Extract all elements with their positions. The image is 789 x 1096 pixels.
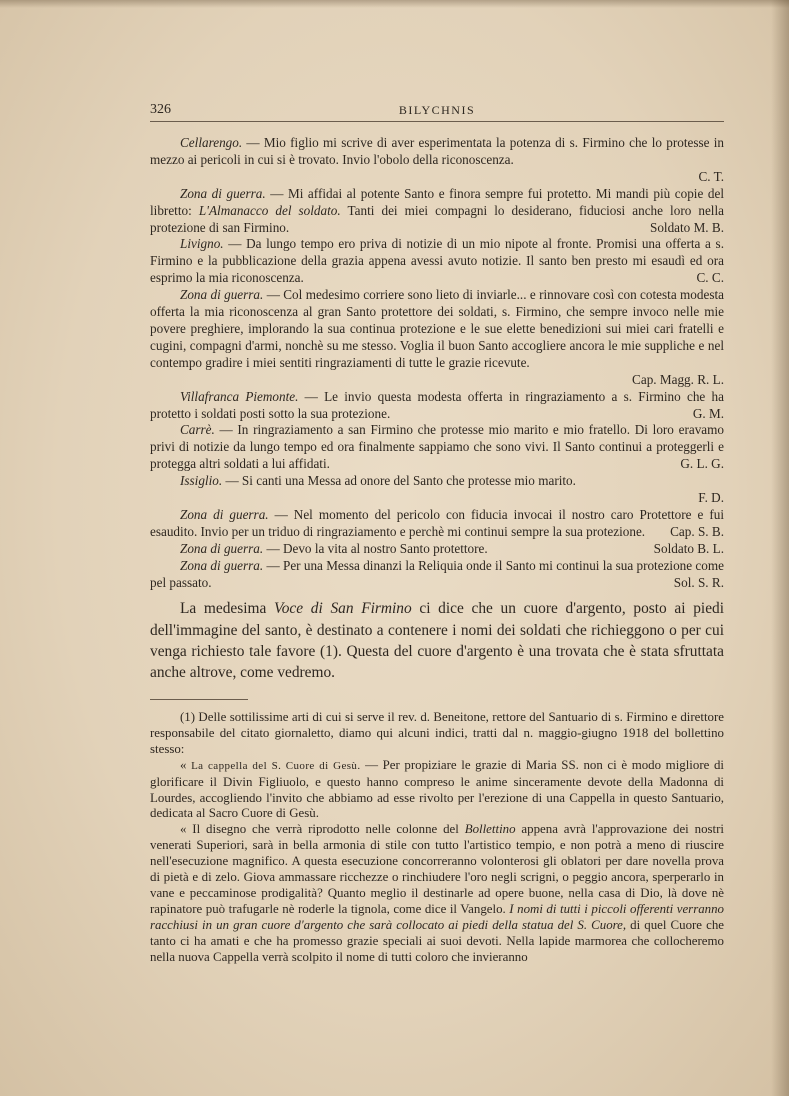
entry-signature: Sol. S. R. — [673, 574, 724, 590]
entry-text: Zona di guerra. — Col medesimo corriere sono lieto di inviarle... e rinnovare così con cotesta modesta offerta la mia riconoscenza al gran Santo protettore dei soldati, s. Firmino, che sempre invoco nelle mie povere preghiere, implorando la sua continua protezione e le sue elette benedizioni sui miei cari fratelli e cugini, compagni d'armi, nonchè su me stesso. Voglia il buon Santo accogliere ancora le mie suppliche e nel contempo gradire i miei sentiti ringraziamenti di tutte le grazie ricevute. — [150, 287, 724, 370]
entry-location: Carrè. — [180, 422, 215, 438]
entry-location: Livigno. — [180, 236, 224, 252]
entry — [150, 236, 724, 287]
entry-location: Villafranca Piemonte. — [180, 388, 299, 404]
entry-location: Zona di guerra. — [180, 506, 269, 522]
entry-location: Zona di guerra. — [180, 557, 264, 573]
entry-text: Zona di guerra. — Nel momento del pericolo con fiducia invocai il nostro caro Protettore e fui esaudito. Invio per un triduo di ringraziamento e perchè mi continui sempre la sua protezione. Cap. S. B. — [150, 506, 724, 539]
entry-signature: Cap. Magg. R. L. — [632, 371, 724, 387]
entry-text: Carrè. — In ringraziamento a san Firmino che protesse mio marito e mio fratello. Di loro eravamo privi di notizie da lungo tempo ed ora finalmente sappiamo che sono vivi. Il Santo continui a proteggerli e protegga altri soldati a lui affidati. G. L. G. — [150, 422, 724, 472]
entry — [150, 389, 724, 423]
entry — [150, 422, 724, 473]
entry-text: Livigno. — Da lungo tempo ero priva di notizie di un mio nipote al fronte. Promisi una offerta a s. Firmino e la pubblicazione della grazia appena avessi avuto notizie. Il santo ben presto mi esaudì ed ora esprimo la mia riconoscenza. C. C. — [150, 236, 724, 286]
entry-location: Zona di guerra. — [180, 540, 264, 556]
entry-signature: C. C. — [696, 270, 724, 286]
entry — [150, 541, 724, 558]
entry-signature: Soldato B. L. — [653, 540, 724, 556]
footnote-paragraph: (1) Delle sottilissime arti di cui si serve il rev. d. Beneitone, rettore del Santuario di s. Firmino e direttore responsabile del citato giornaletto, diamo qui alcuni indici, tratti dal n. maggio-giugno 1918 del bollettino stesso: — [150, 710, 724, 756]
entry-signature: F. D. — [698, 490, 724, 506]
entry-text: Zona di guerra. — Mi affidai al potente Santo e finora sempre fui protetto. Mi mandi più copie del libretto: L'Almanacco del soldato. Tanti dei miei compagni lo desiderano, fiduciosi anche loro nella protezione di san Firmino. Soldato M. B. — [150, 185, 724, 235]
footnote — [150, 710, 724, 966]
entry-text: Villafranca Piemonte. — Le invio questa modesta offerta in ringraziamento a s. Firmino che ha protetto i soldati posti sotto la sua protezione. G. M. — [150, 388, 724, 421]
entry-text: Zona di guerra. — Per una Messa dinanzi la Reliquia onde il Santo mi continui la sua protezione come pel passato. Sol. S. R. — [150, 557, 724, 590]
footnote-paragraph: « La cappella del S. Cuore di Gesù. — Per propiziare le grazie di Maria SS. non ci è modo migliore di glorificare il Divin Figliuolo, e questo hanno compreso le anime sinceramente devote della Madonna di Lourdes, accogliendo l'invito che abbiamo ad esse rivolto per l'erezione di una Cappella in questo Santuario, dedicata al Sacro Cuore di Gesù. — [150, 757, 724, 821]
entry-location: Zona di guerra. — [180, 287, 264, 303]
page-body — [150, 135, 724, 966]
periodical-title: Voce di San Firmino — [274, 600, 412, 618]
entry-signature: G. M. — [692, 405, 724, 421]
entry-signature: C. T. — [698, 168, 724, 184]
entry-signature: G. L. G. — [680, 456, 724, 472]
entry-signature: Soldato M. B. — [649, 219, 724, 235]
book-title: L'Almanacco del soldato. — [198, 202, 341, 218]
chapel-heading: La cappella del S. Cuore di Gesù. — [191, 759, 361, 772]
entry — [150, 473, 724, 507]
page-header — [150, 102, 724, 122]
entry-location: Zona di guerra. — [180, 185, 266, 201]
entry-text: Cellarengo. — Mio figlio mi scrive di aver esperimentata la potenza di s. Firmino che lo protesse in mezzo ai pericoli in cui si è trovato. Invio l'obolo della riconoscenza. — [150, 135, 724, 167]
main-paragraph: La medesima Voce di San Firmino ci dice che un cuore d'argento, posto ai piedi dell'immagine del santo, è destinato a contenere i nomi dei soldati che richieggono o per cui venga richiesto tale favore (1). Questa del cuore d'argento è una trovata che è stata sfruttata anche altrove, come vedremo. — [150, 600, 725, 682]
page-top-edge — [0, 0, 789, 8]
page-number: 326 — [150, 102, 171, 117]
entry-text: Issiglio. — Si canti una Messa ad onore del Santo che protesse mio marito. — [180, 473, 576, 489]
entry — [150, 135, 724, 186]
entry — [150, 507, 724, 541]
entry — [150, 287, 724, 388]
entry — [150, 558, 724, 592]
header-rule — [150, 121, 724, 122]
footnote-paragraph: « Il disegno che verrà riprodotto nelle colonne del Bollettino appena avrà l'approvazione dei nostri venerati Superiori, sarà in bella armonia di stile con tutto l'artistico tempio, e non potrà a meno di riuscire nell'esecuzione magnifico. A questa esecuzione concorreranno volonterosi gli oblatori per dare novella prova di pietà e di zelo. Giova ammassare ricchezze o rinchiudere l'oro negli scrigni, o peggio ancora, sperperarlo in vane e peccaminose prodigalità? Quanto meglio il destinarle ad opere buone, nella casa di Dio, là dove nè rapinatore può trafugarle nè roderle la tignola, come dice il Vangelo. I nomi di tutti i piccoli offerenti verranno racchiusi in un gran cuore d'argento che sarà collocato ai piedi della statua del S. Cuore, di quel Cuore che tanto ci ha amati e che ha promesso grazie speciali ai suoi devoti. Nella lapide marmorea che collocheremo nella nuova Cappella verrà scolpito il nome di tutti coloro che invieranno — [150, 822, 724, 964]
entry-signature: Cap. S. B. — [670, 523, 724, 539]
entry-location: Issiglio. — [180, 473, 223, 489]
entry — [150, 186, 724, 237]
footnote-rule — [150, 699, 248, 700]
entry-text: Zona di guerra. — Devo la vita al nostro Santo protettore. Soldato B. L. — [180, 540, 724, 556]
page-fold-shadow — [771, 0, 789, 1096]
running-head: BILYCHNIS — [398, 103, 476, 117]
entry-location: Cellarengo. — [180, 135, 243, 150]
